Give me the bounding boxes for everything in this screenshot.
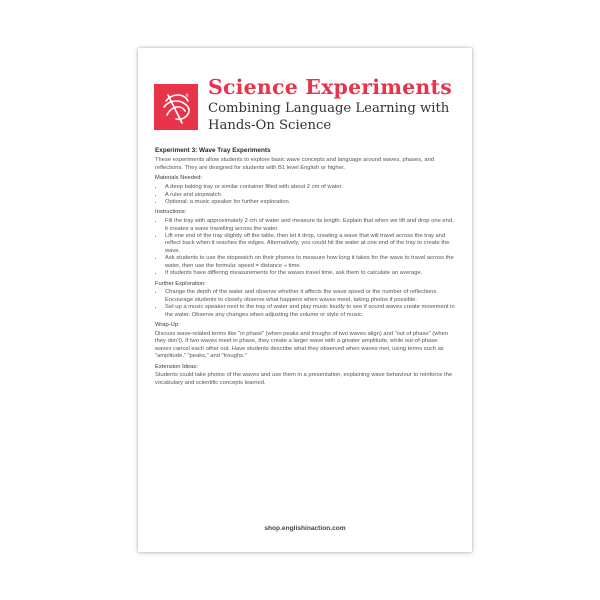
experiment-heading: Experiment 3: Wave Tray Experiments bbox=[155, 147, 271, 154]
worksheet-body bbox=[155, 147, 455, 390]
page-subtitle: Combining Language Learning with Hands-On Science bbox=[208, 101, 450, 133]
list-item: • If students have differing measurements for the waves travel time, ask them to calculate an average. bbox=[164, 270, 455, 277]
wrap-up-text: Discuss wave-related terms like "in phase" (when peaks and troughs of two waves align) and "out of phase" (when they don't). If two waves meet in phase, they create a larger wave with a greater amplitude, while out-of-phase waves cancel each other out. Have students describe what they observed when waves met, using terms such as "amplitude," "peaks," and "troughs." bbox=[155, 330, 449, 360]
list-item: • Ask students to use the stopwatch on their phones to measure how long it takes for the wave to travel across the water, then use the formula: speed = distance ÷ time. bbox=[164, 255, 455, 270]
experiment-intro: These experiments allow students to explore basic wave concepts and language around waves, phases, and reflections. They are designed for students with B1 level English or higher. bbox=[155, 157, 435, 171]
brand-logo-mark bbox=[158, 87, 194, 127]
further-exploration-heading: Further Exploration: bbox=[155, 280, 206, 287]
extension-ideas-text: Students could take photos of the waves and use them in a presentation, explaining wave behaviour to reinforce the vocabulary and scientific concepts learned. bbox=[155, 372, 453, 386]
brand-logo-icon bbox=[154, 84, 198, 130]
materials-heading: Materials Needed: bbox=[155, 175, 203, 182]
instructions-heading: Instructions: bbox=[155, 209, 187, 216]
extension-ideas-heading: Extension Ideas: bbox=[155, 363, 198, 370]
further-exploration-list bbox=[155, 289, 455, 319]
list-item: • Optional: a music speaker for further exploration. bbox=[164, 199, 455, 206]
svg-text:®: ® bbox=[185, 93, 189, 98]
list-item: • Change the depth of the water and observe whether it affects the wave speed or the number of reflections. Encourage students to closely observe what happens when waves meet, taking photos if possible. bbox=[164, 289, 455, 304]
wrap-up-heading: Wrap-Up: bbox=[155, 322, 180, 329]
list-item: • A deep baking tray or similar container filled with about 2 cm of water. bbox=[164, 184, 455, 191]
list-item: • Lift one end of the tray slightly off the table, then let it drop, creating a wave that will travel across the tray and reflect back when it reaches the edges. Alternatively, you could hit the water at one end of the tray to create the wave. bbox=[164, 233, 455, 255]
list-item: • A ruler and stopwatch. bbox=[164, 192, 455, 199]
footer-url: shop.englishinaction.com bbox=[264, 525, 346, 532]
materials-list bbox=[155, 184, 455, 206]
list-item: • Set up a music speaker next to the tray of water and play music loudly to see if sound waves create movement in the water. Observe any changes when adjusting the volume or style of music. bbox=[164, 304, 455, 319]
worksheet-page bbox=[138, 48, 472, 552]
list-item: • Fill the tray with approximately 2 cm of water and measure its length. Explain that when we lift and drop one end, it creates a wave travelling across the water. bbox=[164, 218, 455, 233]
page-title: Science Experiments bbox=[208, 75, 452, 99]
instructions-list bbox=[155, 218, 455, 277]
